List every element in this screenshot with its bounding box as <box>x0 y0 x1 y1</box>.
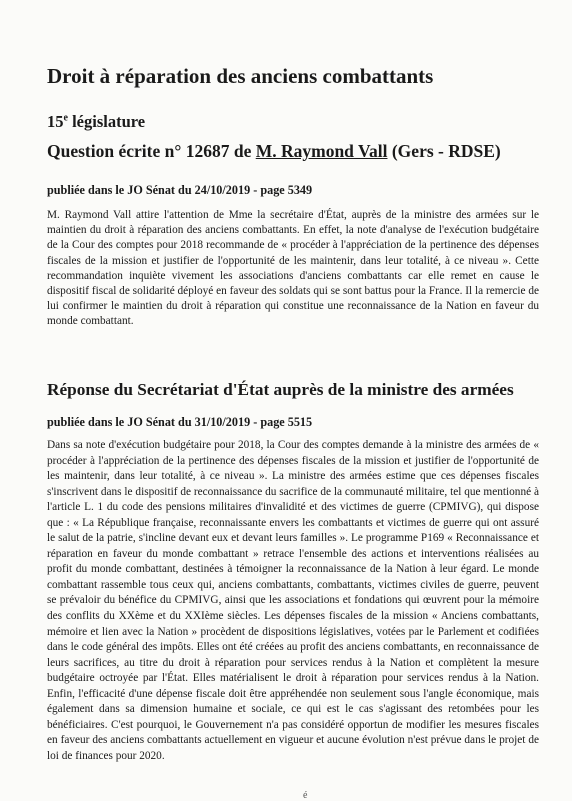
document-title: Droit à réparation des anciens combattants <box>47 64 434 88</box>
footer-mark: é <box>303 790 308 801</box>
question-suffix: (Gers - RDSE) <box>387 141 501 161</box>
question-heading <box>47 141 557 162</box>
question-author: M. Raymond Vall <box>255 141 388 161</box>
legislature-number: 15 <box>47 112 64 131</box>
legislature-suffix: e <box>63 112 68 124</box>
answer-publication: publiée dans le JO Sénat du 31/10/2019 - page 5515 <box>47 415 313 429</box>
answer-title: Réponse du Secrétariat d'État auprès de la ministre des armées <box>47 380 514 399</box>
answer-text: Dans sa note d'exécution budgétaire pour 2018, la Cour des comptes demande à la ministre des armées de « procéder à l'appréciation de la pertinence des dépenses fiscales de la mission et justifier de l'opportunité de les maintenir, dans leur totalité, à ce niveau ». La ministre des armées estime que ces dépenses fiscales s'inscrivent dans le dispositif de reconnaissance du sacrifice de la communauté militaire, tel que mentionné à l'article L. 1 du code des pensions militaires d'invalidité et des victimes de guerre (CPMIVG), qui dispose que : « La République française, reconnaissante envers les combattants et victimes de guerre qui ont assuré le salut de la patrie, s'incline devant eux et devant leurs familles ». Le programme P169 « Reconnaissance et réparation en faveur du monde combattant » retrace l'ensemble des actions et interventions réalisées au profit du monde combattant, destinées à témoigner la reconnaissance de la Nation à leur égard. Le monde combattant rassemble tous ceux qui, anciens combattants, combattants, victimes civiles de guerre, peuvent se prévaloir du bénéfice du CPMIVG, ainsi que les associations et fondations qui œuvrent pour la mémoire des conflits du XXème et du XXIème siècles. Les dépenses fiscales de la mission « Anciens combattants, mémoire et lien avec la Nation » procèdent de dispositions législatives, votées par le Parlement et codifiées dans le code général des impôts. Elles ont été créées au profit des anciens combattants, en reconnaissance de leurs sacrifices, au titre du droit à réparation pour services rendus à la Nation et complètent la mesure budgétaire octroyée par l'État. Elles matérialisent le droit à réparation pour services rendus à la Nation. Enfin, l'efficacité d'une dépense fiscale doit être appréhendée non seulement sous l'angle économique, mais également dans sa dimension humaine et sociale, ce qui est le cas s'agissant des retombées pour les bénéficiaires. C'est pourquoi, le Gouvernement n'a pas considéré opportun de modifier les mesures fiscales en faveur des anciens combattants actuellement en vigueur et aucune évolution n'est prévue dans le projet de loi de finances pour 2020. <box>47 439 539 762</box>
question-publication: publiée dans le JO Sénat du 24/10/2019 - page 5349 <box>47 183 313 197</box>
question-text: M. Raymond Vall attire l'attention de Mme la secrétaire d'État, auprès de la ministre des armées sur le maintien du droit à réparation des anciens combattants. En effet, la note d'analyse de l'exécution budgétaire de la Cour des comptes pour 2018 recommande de « procéder à l'appréciation de la pertinence des dépenses fiscales de la mission et justifier de l'opportunité de les maintenir, dans leur totalité, à ce niveau ». Cette recommandation inquiète vivement les associations d'anciens combattants car elle remet en cause le dispositif fiscal de solidarité déployé en faveur des soldats qui se sont battus pour la France. Il la remercie de lui confirmer le maintien du droit à réparation qui constitue une reconnaissance de la Nation en faveur du monde combattant. <box>47 209 539 328</box>
question-prefix: Question écrite n° 12687 de <box>47 141 256 161</box>
legislature-heading <box>47 112 145 132</box>
legislature-label: législature <box>67 112 146 131</box>
